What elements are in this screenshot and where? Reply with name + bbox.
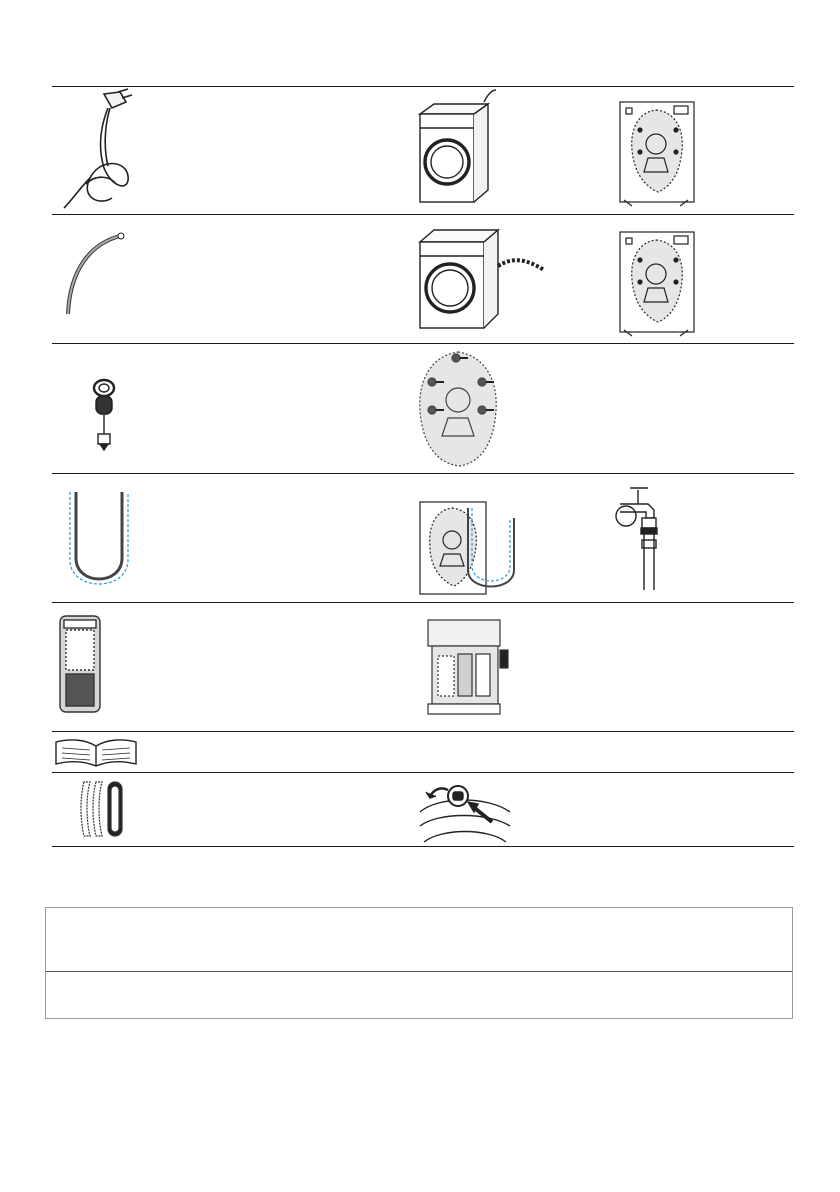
instruction-manual-icon [54, 736, 138, 768]
table-rule [52, 602, 794, 603]
water-tap-connection-icon [608, 480, 668, 594]
detergent-drawer-icon [426, 618, 510, 718]
washer-with-hose-icon [418, 226, 548, 332]
table-rule [52, 846, 794, 847]
hole-covers-icon [76, 776, 132, 842]
rear-panel-bolt-holes-icon [416, 348, 500, 470]
table-rule [52, 343, 794, 344]
rear-panel-hose-routing-icon [418, 500, 522, 600]
washer-rear-view-icon [618, 100, 698, 208]
power-cord-plug-icon [60, 88, 144, 212]
table-rule [52, 772, 794, 773]
table-rule [52, 214, 794, 215]
detergent-container-icon [56, 612, 104, 716]
bent-hose-icon [60, 230, 130, 320]
u-shaped-hose-icon [62, 488, 136, 592]
table-rule [52, 731, 794, 732]
hole-cover-insertion-icon [418, 776, 512, 846]
washer-side-view-icon [418, 88, 510, 206]
notes-divider [46, 971, 792, 972]
washer-rear-view-icon [618, 230, 698, 338]
table-rule [52, 86, 794, 87]
notes-box [45, 907, 793, 1019]
table-rule [52, 473, 794, 474]
transport-bolt-icon [82, 376, 126, 454]
